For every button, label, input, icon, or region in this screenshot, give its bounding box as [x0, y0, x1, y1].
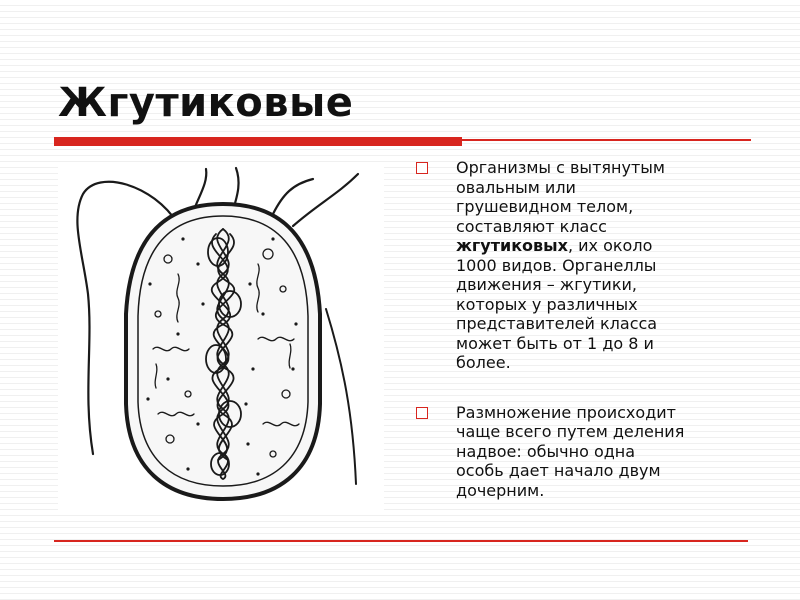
flagellate-illustration — [58, 164, 384, 514]
bullet-text-organisms-part1: Организмы с вытянутым овальным или грушевидном телом, составляют класс — [456, 158, 665, 236]
title-underline-thick — [54, 137, 462, 146]
bullet-text-organisms — [456, 158, 764, 373]
bullet-text-organisms-part2: , их около 1000 видов. Органеллы движения – жгутики, которых у различных представителей класса может быть от 1 до 8 и более. — [456, 236, 658, 372]
bullet-item-organisms — [414, 158, 764, 373]
hollow-square-icon — [416, 162, 428, 174]
bullet-text-reproduction: Размножение происходит чаще всего путем деления надвое: обычно одна особь дает начало двум дочерним. — [456, 402, 685, 500]
slide-title: Жгутиковые — [58, 80, 354, 126]
flagellum-right-lower — [326, 309, 356, 484]
flagellate-drawing — [58, 164, 384, 514]
flagellum-top-right — [273, 179, 313, 214]
bullet-list — [414, 158, 764, 500]
bullet-item-reproduction — [414, 403, 764, 501]
title-underline-thin — [462, 139, 751, 141]
hollow-square-icon — [416, 407, 428, 419]
bullet-text-organisms-emphasis: жгутиковых — [456, 236, 568, 255]
bottom-divider — [54, 540, 748, 542]
title-underline — [54, 137, 751, 146]
